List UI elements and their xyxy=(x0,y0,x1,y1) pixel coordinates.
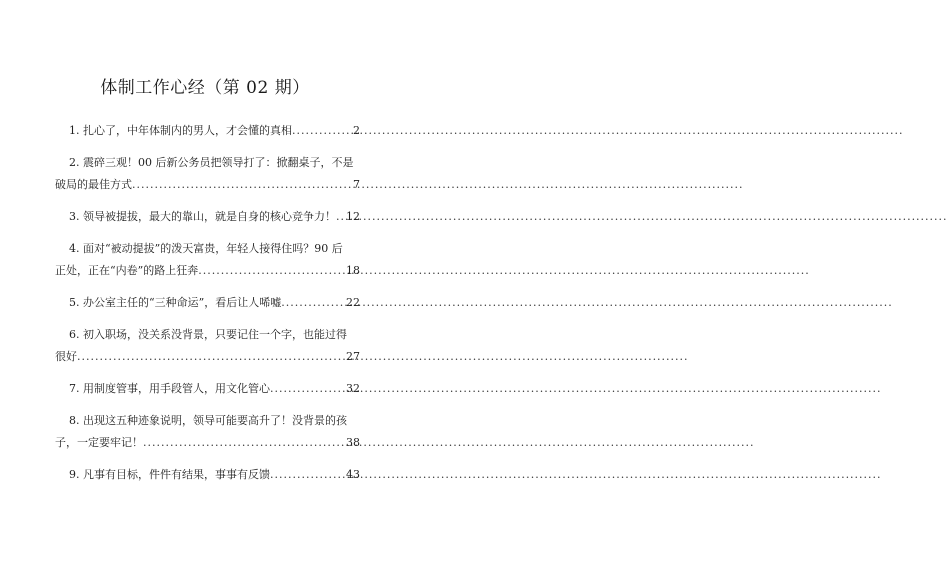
dot-leader xyxy=(336,206,345,228)
toc-entry-title-continued: 破局的最佳方式 xyxy=(55,178,132,191)
toc-entry-line xyxy=(55,152,360,174)
toc-entry-5[interactable] xyxy=(55,292,360,314)
toc-entry-title: 7. 用制度管事，用手段管人，用文化管心 xyxy=(69,382,270,395)
entry-spacer xyxy=(55,400,360,410)
toc-page-number: 27 xyxy=(346,350,360,363)
toc-entry-7[interactable] xyxy=(55,378,360,400)
toc-entry-3[interactable] xyxy=(55,206,360,228)
dot-leader xyxy=(270,464,345,486)
toc-entry-line xyxy=(55,238,360,260)
dot-leader xyxy=(143,432,345,454)
toc-entry-title: 4. 面对“被动提拔”的泼天富贵，年轻人接得住吗？90 后 xyxy=(69,242,343,255)
toc-entry-title-continued: 很好 xyxy=(55,350,77,363)
dot-leader xyxy=(292,120,352,142)
toc-entry-line xyxy=(55,464,360,486)
toc-entry-line xyxy=(55,174,360,196)
toc-entry-line xyxy=(55,410,360,432)
entry-spacer xyxy=(55,228,360,238)
toc-entry-line xyxy=(55,432,360,454)
toc-entry-title: 5. 办公室主任的“三种命运”，看后让人唏嘘 xyxy=(69,296,282,309)
dot-leader xyxy=(270,378,345,400)
toc-entry-9[interactable] xyxy=(55,464,360,486)
entry-spacer xyxy=(55,454,360,464)
toc-page-number: 7 xyxy=(353,178,360,191)
toc-entry-line xyxy=(55,346,360,368)
toc-entry-title: 2. 震碎三观！00 后新公务员把领导打了：掀翻桌子，不是 xyxy=(69,156,354,169)
entry-spacer xyxy=(55,368,360,378)
dot-leader xyxy=(132,174,352,196)
document-title: 体制工作心经（第 02 期） xyxy=(100,78,310,98)
document-page xyxy=(0,0,410,580)
toc-entry-title: 1. 扎心了，中年体制内的男人，才会懂的真相 xyxy=(69,124,292,137)
toc-page-number: 22 xyxy=(346,296,360,309)
entry-spacer xyxy=(55,282,360,292)
toc-page-number: 32 xyxy=(346,382,360,395)
dot-leader xyxy=(198,260,345,282)
toc-page-number: 18 xyxy=(346,264,360,277)
toc-entry-1[interactable] xyxy=(55,120,360,142)
dot-leader xyxy=(281,292,345,314)
toc-entry-line xyxy=(55,120,360,142)
table-of-contents xyxy=(55,120,360,486)
toc-entry-title: 9. 凡事有目标，件件有结果，事事有反馈 xyxy=(69,468,270,481)
toc-entry-line xyxy=(55,378,360,400)
toc-entry-line xyxy=(55,206,360,228)
dot-leader xyxy=(77,346,345,368)
toc-page-number: 43 xyxy=(346,468,360,481)
toc-entry-title-continued: 子，一定要牢记！ xyxy=(55,436,143,449)
entry-spacer xyxy=(55,196,360,206)
toc-entry-title: 8. 出现这五种迹象说明，领导可能要高升了！没背景的孩 xyxy=(69,414,347,427)
toc-entry-8[interactable] xyxy=(55,410,360,454)
toc-page-number: 38 xyxy=(346,436,360,449)
toc-entry-line xyxy=(55,292,360,314)
toc-entry-title: 3. 领导被提拔，最大的靠山，就是自身的核心竞争力！ xyxy=(69,210,336,223)
toc-entry-title-continued: 正处，正在“内卷”的路上狂奔 xyxy=(55,264,199,277)
toc-page-number: 12 xyxy=(346,210,360,223)
toc-page-number: 2 xyxy=(353,124,360,137)
toc-entry-line xyxy=(55,324,360,346)
toc-entry-line xyxy=(55,260,360,282)
toc-entry-2[interactable] xyxy=(55,152,360,196)
toc-entry-4[interactable] xyxy=(55,238,360,282)
entry-spacer xyxy=(55,314,360,324)
toc-entry-title: 6. 初入职场，没关系没背景，只要记住一个字，也能过得 xyxy=(69,328,347,341)
entry-spacer xyxy=(55,142,360,152)
toc-entry-6[interactable] xyxy=(55,324,360,368)
